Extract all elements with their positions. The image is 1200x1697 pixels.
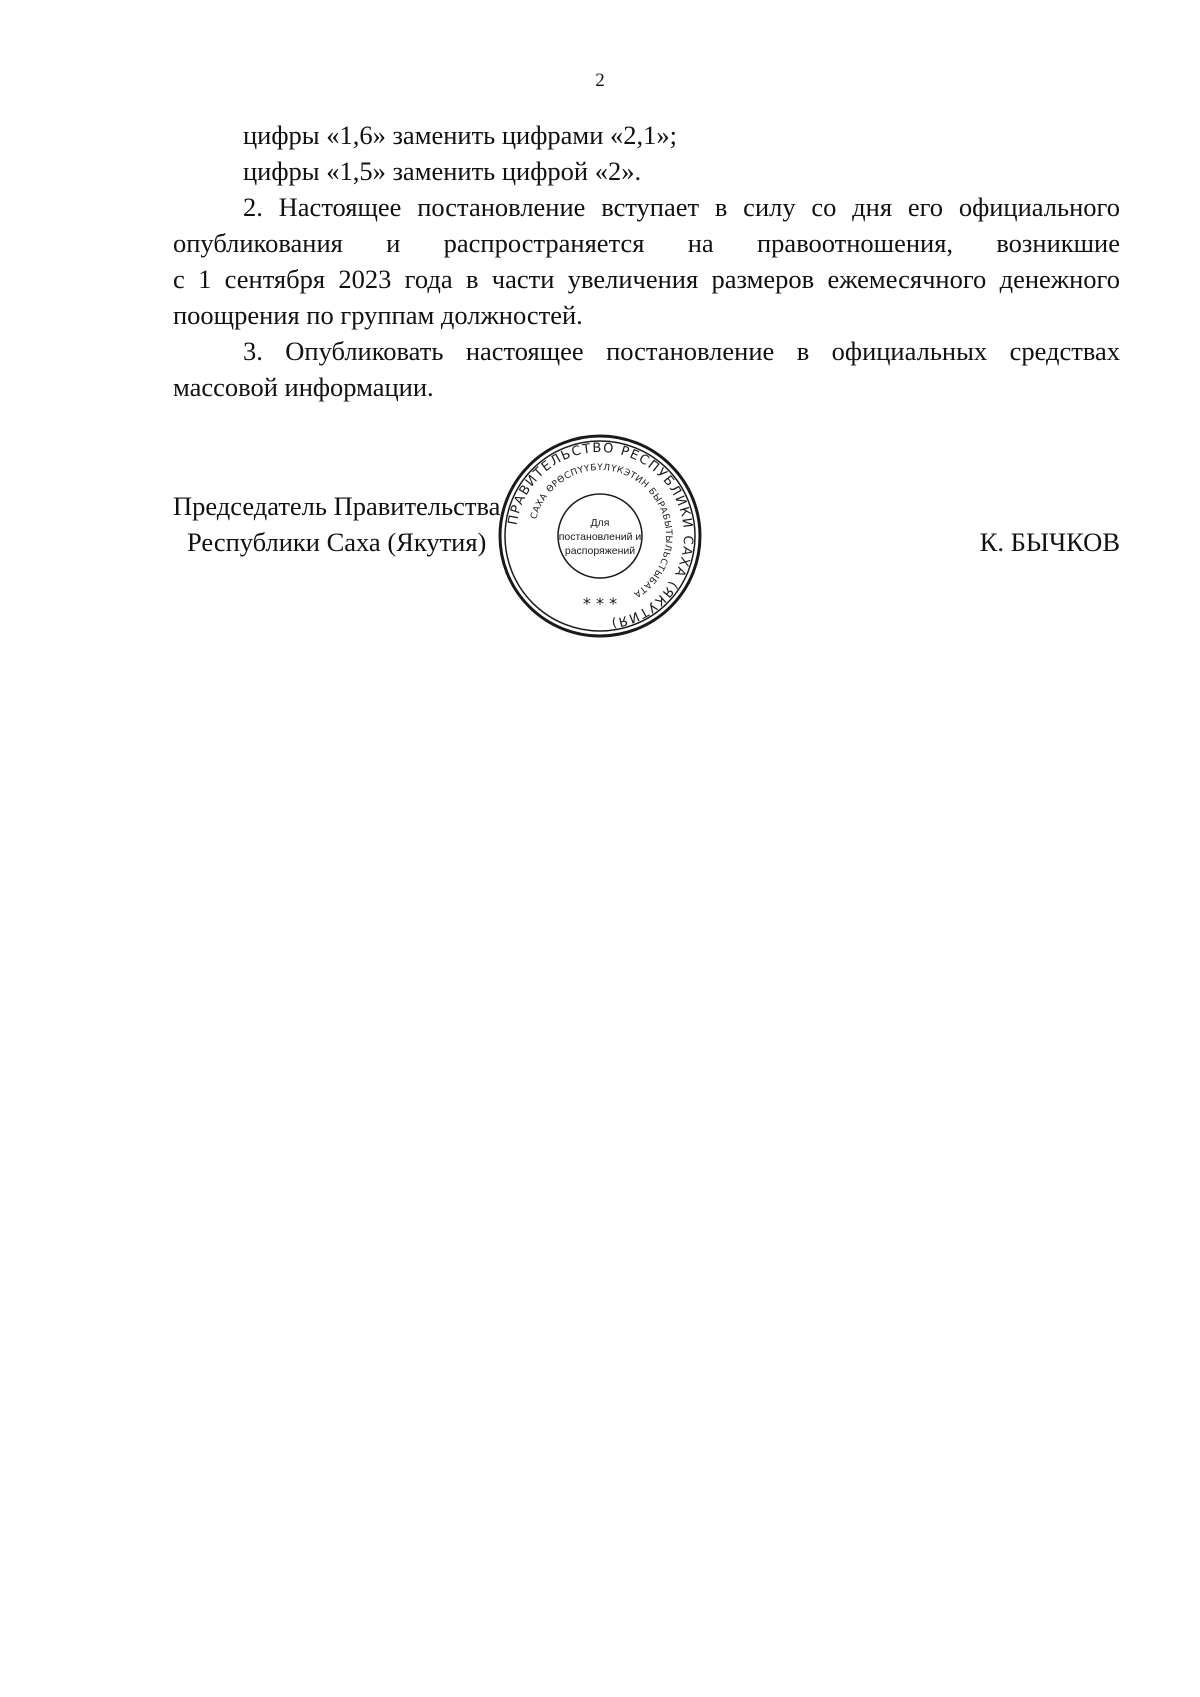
seal-inner-text: САХА ӨРӨСПҮҮБҮЛҮКЭТИН БЫРАБЫТЫЛЬСТЫБАТА [529,462,674,600]
signatory-name: К. БЫЧКОВ [979,527,1120,557]
paragraph-2-line-1: 2. Настоящее постановление вступает в силу со дня его официального [243,192,1120,222]
seal-center-line-1: Для [590,517,610,529]
paragraph-2-line-4: поощрения по группам должностей. [173,300,583,330]
paragraph-2-line-2: опубликования и распространяется на правоотношения, возникшие [173,228,1120,258]
text-line-2: цифры «1,5» заменить цифрой «2». [243,156,642,186]
seal-center-line-3: распоряжений [564,545,636,557]
signatory-title-line-1: Председатель Правительства [173,491,501,521]
official-seal-icon [497,433,703,639]
seal-stars: * * * [582,594,618,613]
paragraph-2-line-3: с 1 сентября 2023 года в части увеличения размеров ежемесячного денежного [173,264,1120,294]
signatory-title-line-2: Республики Саха (Якутия) [187,527,487,557]
paragraph-3-line-2: массовой информации. [173,372,434,402]
seal-outer-text: ПРАВИТЕЛЬСТВО РЕСПУБЛИКИ САХА (ЯКУТИЯ) [505,440,696,631]
page-number: 2 [595,70,605,91]
document-body [173,117,1120,405]
paragraph-3-line-1: 3. Опубликовать настоящее постановление в официальных средствах [243,336,1120,366]
text-line-1: цифры «1,6» заменить цифрами «2,1»; [243,120,677,150]
seal-center-line-2: постановлений и [558,531,642,543]
signatory-title [173,488,500,560]
